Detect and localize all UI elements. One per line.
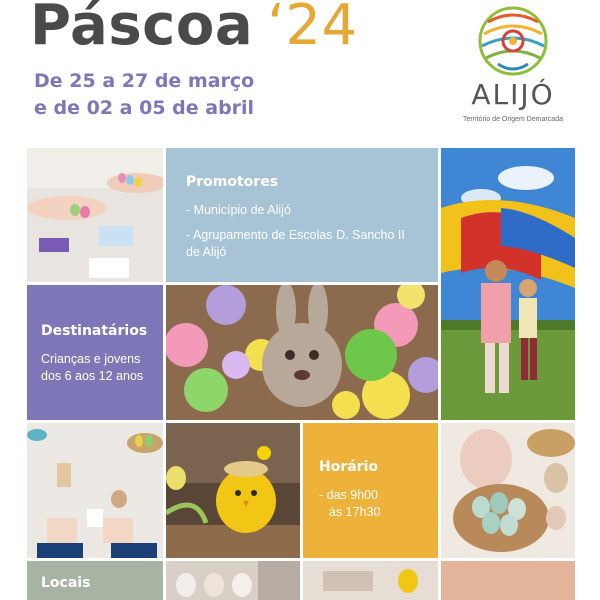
info-horario — [303, 423, 438, 558]
info-promotores — [166, 148, 438, 282]
horario-title: Horário — [319, 459, 379, 475]
locais-title: Locais — [41, 575, 91, 591]
destinatarios-title: Destinatários — [41, 323, 148, 339]
alijo-logo — [458, 4, 568, 124]
info-destinatarios — [27, 285, 163, 420]
title-word: Páscoa — [30, 0, 254, 58]
promotores-list — [186, 202, 418, 261]
destinatarios-text-2: dos 6 aos 12 anos — [41, 369, 144, 383]
promotores-title: Promotores — [186, 174, 279, 190]
event-dates — [34, 68, 254, 122]
info-locais — [27, 561, 163, 600]
promotores-item: - Município de Alijó — [186, 203, 291, 217]
photo-crafts-table — [303, 561, 438, 600]
photo-kids-parachute — [441, 148, 575, 420]
horario-line-1: - das 9h00 — [319, 488, 379, 502]
horario-line-2: às 17h30 — [329, 505, 381, 519]
logo-tagline: Território de Origem Demarcada — [463, 116, 563, 123]
color-tile-salmon — [441, 561, 575, 600]
destinatarios-text-1: Crianças e jovens — [41, 352, 141, 366]
page-title — [30, 0, 358, 58]
photo-bunny-pompoms — [166, 285, 438, 420]
photo-kids-painting-eggs — [27, 148, 163, 282]
logo-wordmark: ALIJÓ — [471, 78, 555, 111]
photo-egg-basket — [441, 423, 575, 558]
photo-easter-chick — [166, 423, 300, 558]
date-line-2: e de 02 a 05 de abril — [34, 97, 255, 119]
photo-crafting-decorations — [27, 423, 163, 558]
promotores-item: - Agrupamento de Escolas D. Sancho II de Alijó — [186, 228, 405, 259]
alijo-emblem-icon — [458, 4, 568, 78]
date-line-1: De 25 a 27 de março — [34, 70, 255, 92]
photo-eggs-carton — [166, 561, 300, 600]
title-year: ‘24 — [267, 0, 358, 58]
